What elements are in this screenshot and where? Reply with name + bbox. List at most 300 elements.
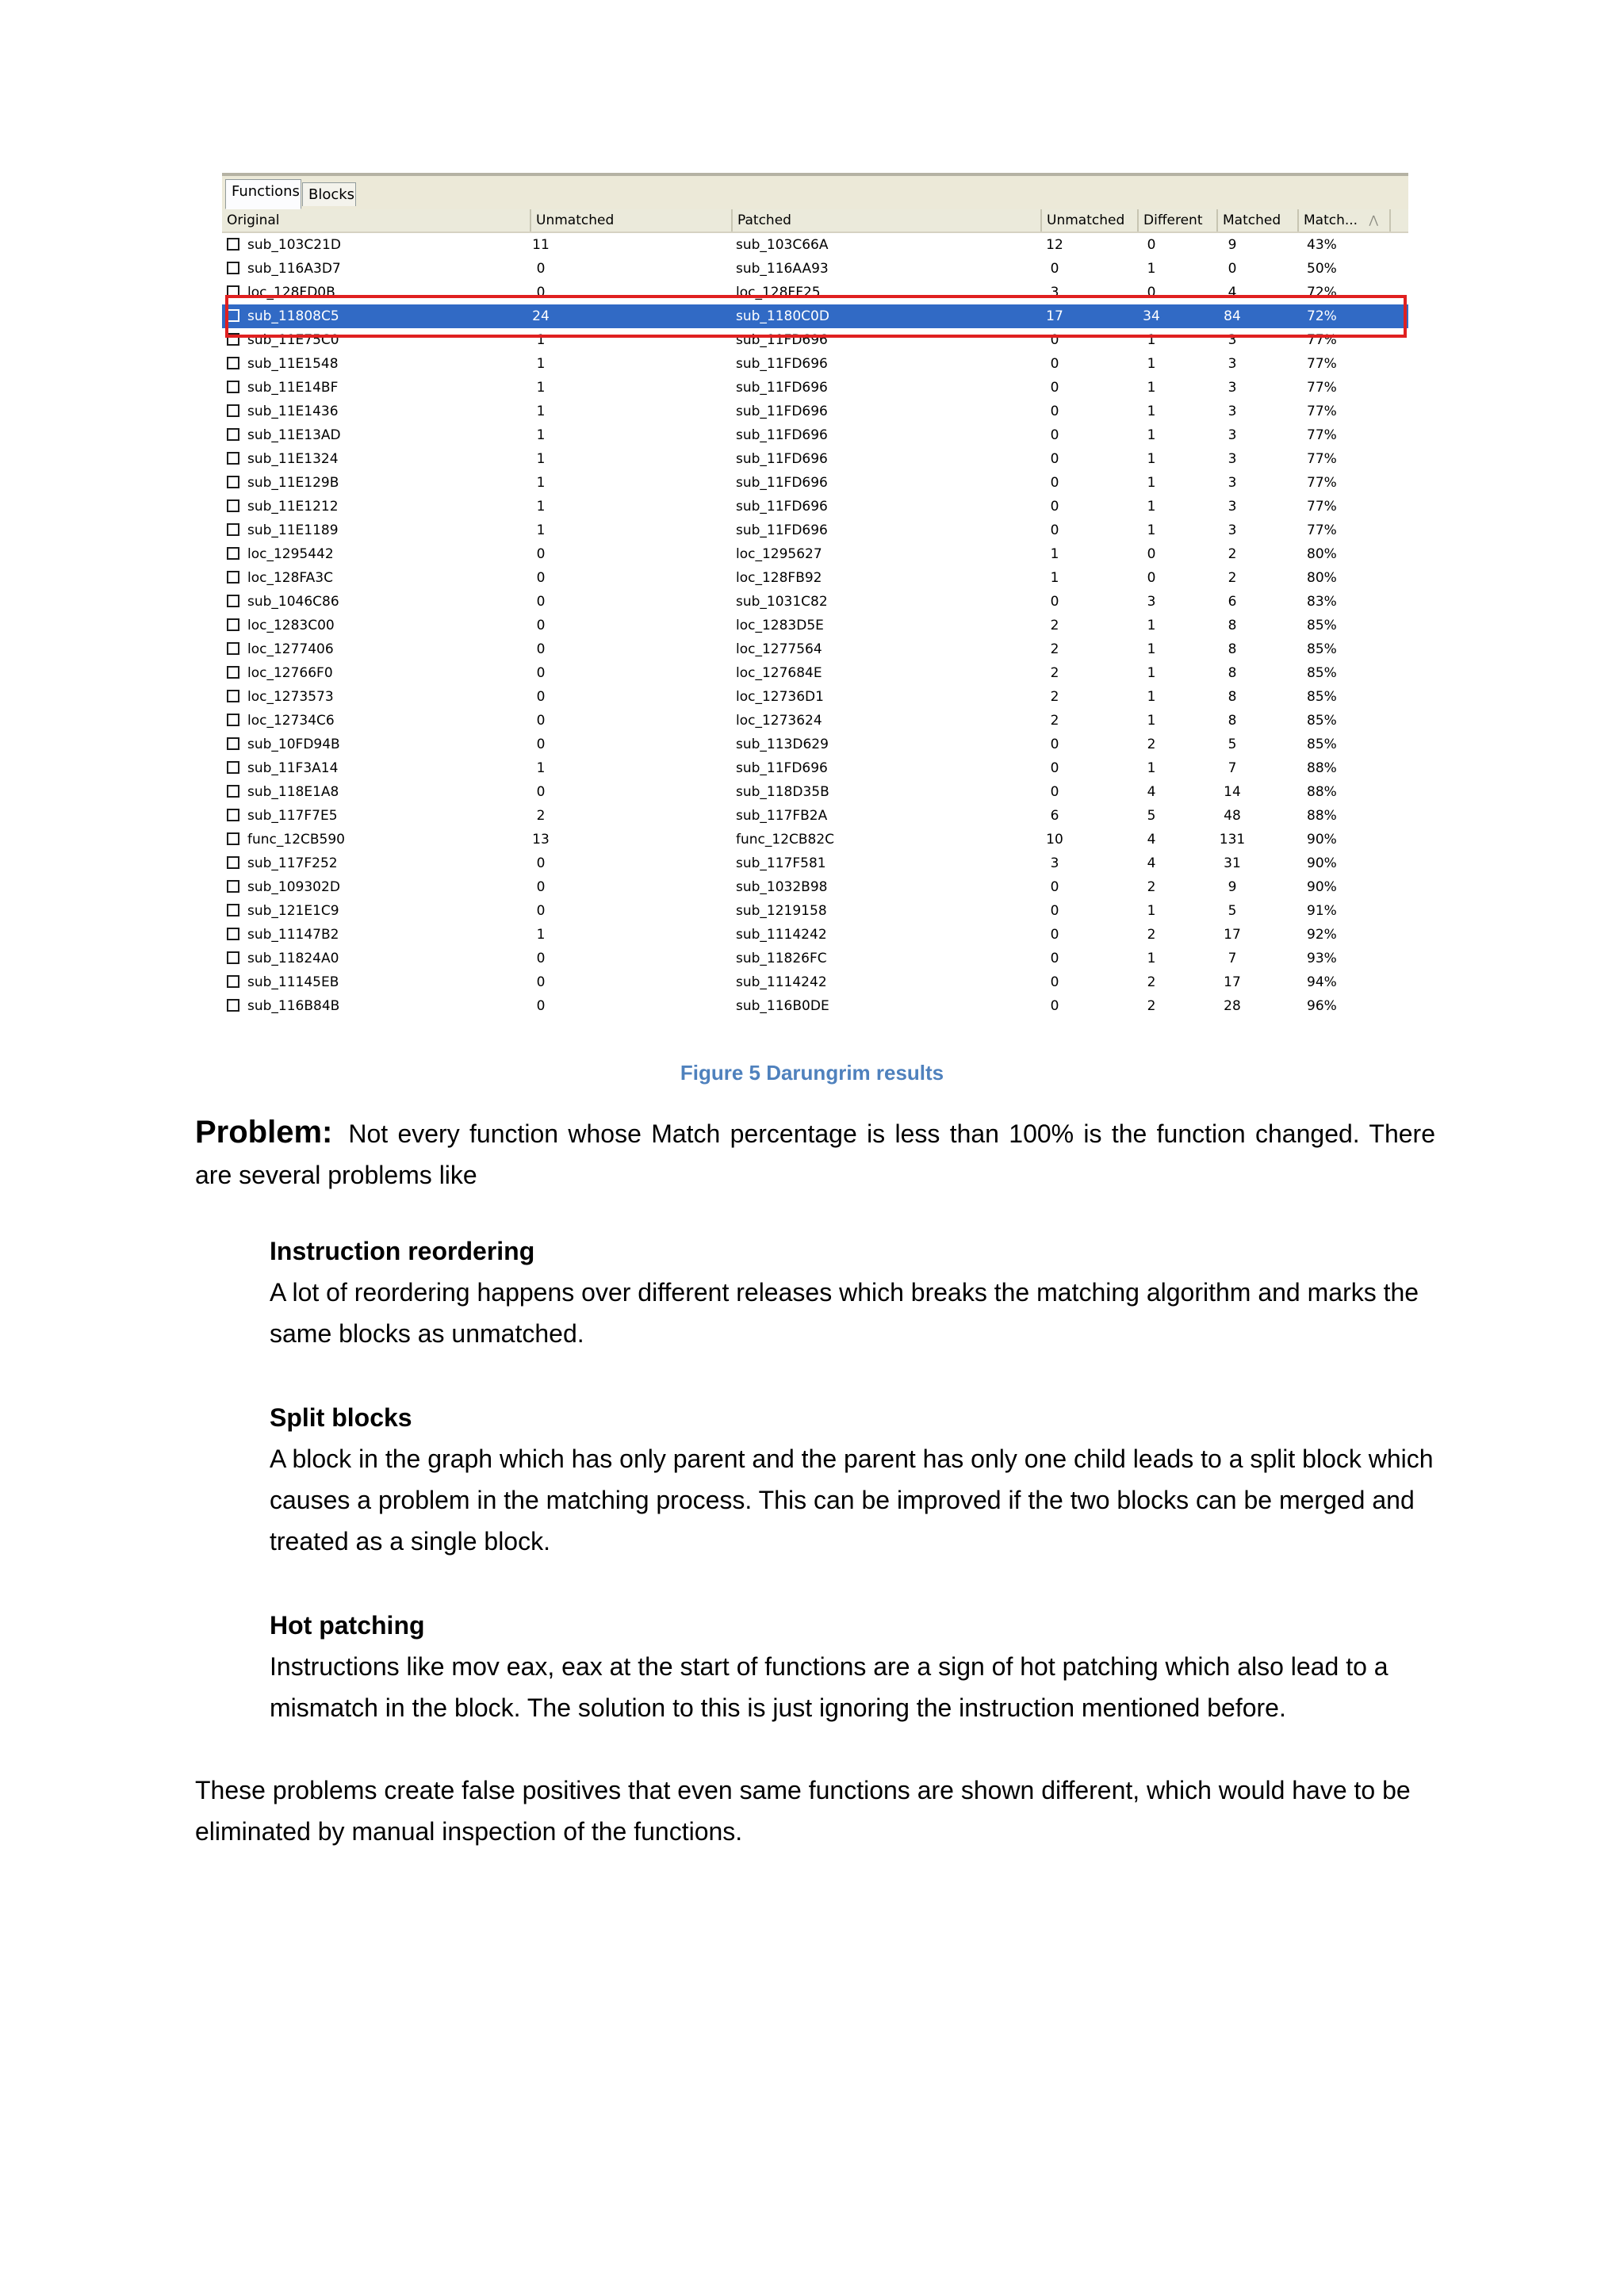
cell-original: sub_11E1212 — [247, 499, 339, 515]
section-body: A lot of reordering happens over different releases which breaks the matching algorithm and marks the same blocks as unmatched. — [270, 1278, 1419, 1348]
problem-paragraph — [195, 1112, 1435, 1196]
cell-unmatched-patched: 2 — [1050, 689, 1059, 705]
cell-unmatched-patched: 0 — [1050, 261, 1059, 277]
table-row[interactable] — [222, 471, 1408, 495]
table-row[interactable] — [222, 304, 1408, 328]
row-checkbox[interactable] — [227, 381, 239, 393]
cell-unmatched-original: 1 — [536, 356, 546, 372]
tab-functions[interactable]: Functions — [225, 179, 301, 209]
cell-patched: sub_11FD696 — [736, 522, 828, 538]
cell-matched: 14 — [1224, 784, 1241, 800]
cell-matched: 3 — [1228, 404, 1237, 419]
tab-bar — [222, 176, 1408, 210]
cell-matched: 3 — [1228, 380, 1237, 396]
row-checkbox[interactable] — [227, 357, 239, 369]
table-row[interactable] — [222, 400, 1408, 423]
cell-unmatched-patched: 0 — [1050, 404, 1059, 419]
cell-original: sub_11808C5 — [247, 308, 339, 324]
cell-match-percent: 85% — [1307, 689, 1337, 705]
cell-match-percent: 77% — [1307, 451, 1337, 467]
row-checkbox[interactable] — [227, 975, 239, 988]
cell-match-percent: 85% — [1307, 665, 1337, 681]
cell-patched: sub_1219158 — [736, 903, 827, 919]
cell-unmatched-original: 1 — [536, 404, 546, 419]
row-checkbox[interactable] — [227, 928, 239, 940]
cell-patched: sub_117F581 — [736, 855, 826, 871]
table-row[interactable] — [222, 376, 1408, 400]
table-row[interactable] — [222, 661, 1408, 685]
cell-unmatched-patched: 0 — [1050, 951, 1059, 966]
cell-matched: 3 — [1228, 332, 1237, 348]
cell-different: 1 — [1147, 522, 1156, 538]
row-checkbox[interactable] — [227, 571, 239, 584]
table-row[interactable] — [222, 828, 1408, 851]
cell-original: sub_11E1324 — [247, 451, 339, 467]
cell-unmatched-original: 1 — [536, 380, 546, 396]
cell-match-percent: 94% — [1307, 974, 1337, 990]
cell-different: 1 — [1147, 689, 1156, 705]
cell-unmatched-patched: 0 — [1050, 380, 1059, 396]
cell-unmatched-original: 0 — [536, 855, 546, 871]
cell-unmatched-patched: 0 — [1050, 760, 1059, 776]
section-instruction-reordering — [270, 1230, 1435, 1354]
cell-match-percent: 92% — [1307, 927, 1337, 943]
cell-different: 0 — [1147, 285, 1156, 300]
table-row[interactable] — [222, 851, 1408, 875]
cell-match-percent: 77% — [1307, 427, 1337, 443]
cell-original: loc_1295442 — [247, 546, 334, 562]
cell-patched: sub_11826FC — [736, 951, 827, 966]
table-row[interactable] — [222, 423, 1408, 447]
table-row[interactable] — [222, 519, 1408, 542]
problem-label: Problem: — [195, 1115, 333, 1150]
tab-blocks[interactable]: Blocks — [302, 182, 356, 206]
cell-patched: sub_113D629 — [736, 737, 829, 752]
cell-patched: sub_1032B98 — [736, 879, 828, 895]
cell-unmatched-patched: 0 — [1050, 332, 1059, 348]
cell-patched: sub_11FD696 — [736, 760, 828, 776]
cell-unmatched-original: 0 — [536, 998, 546, 1014]
cell-matched: 7 — [1228, 760, 1237, 776]
cell-original: sub_117F7E5 — [247, 808, 338, 824]
cell-patched: sub_116AA93 — [736, 261, 829, 277]
row-checkbox[interactable] — [227, 285, 239, 298]
cell-matched: 8 — [1228, 665, 1237, 681]
cell-original: loc_1283C00 — [247, 618, 335, 633]
cell-different: 5 — [1147, 808, 1156, 824]
cell-match-percent: 77% — [1307, 475, 1337, 491]
cell-unmatched-original: 0 — [536, 665, 546, 681]
cell-unmatched-patched: 2 — [1050, 618, 1059, 633]
section-title: Split blocks — [270, 1403, 412, 1432]
cell-matched: 48 — [1224, 808, 1241, 824]
column-header-unmatched-patched[interactable]: Unmatched — [1042, 209, 1139, 232]
cell-unmatched-original: 0 — [536, 713, 546, 729]
cell-original: sub_116A3D7 — [247, 261, 341, 277]
cell-different: 1 — [1147, 665, 1156, 681]
cell-unmatched-original: 1 — [536, 451, 546, 467]
cell-unmatched-patched: 3 — [1050, 855, 1059, 871]
column-header-original[interactable]: Original — [222, 209, 531, 232]
row-checkbox[interactable] — [227, 309, 239, 322]
row-checkbox[interactable] — [227, 523, 239, 536]
column-header-match-percent[interactable]: Match... ⋀ — [1299, 209, 1391, 232]
table-row[interactable] — [222, 257, 1408, 281]
cell-unmatched-original: 1 — [536, 475, 546, 491]
cell-patched: loc_12736D1 — [736, 689, 824, 705]
cell-match-percent: 85% — [1307, 641, 1337, 657]
table-row[interactable] — [222, 994, 1408, 1018]
cell-match-percent: 77% — [1307, 499, 1337, 515]
cell-matched: 8 — [1228, 689, 1237, 705]
cell-different: 1 — [1147, 475, 1156, 491]
cell-original: sub_11145EB — [247, 974, 339, 990]
cell-original: sub_118E1A8 — [247, 784, 339, 800]
cell-unmatched-patched: 2 — [1050, 641, 1059, 657]
cell-patched: sub_11FD696 — [736, 380, 828, 396]
cell-patched: loc_127684E — [736, 665, 822, 681]
cell-original: sub_11E13AD — [247, 427, 341, 443]
section-split-blocks — [270, 1397, 1435, 1562]
cell-original: sub_1046C86 — [247, 594, 339, 610]
cell-unmatched-original: 11 — [532, 237, 550, 253]
cell-different: 4 — [1147, 855, 1156, 871]
cell-different: 1 — [1147, 356, 1156, 372]
cell-unmatched-patched: 0 — [1050, 903, 1059, 919]
cell-original: loc_12734C6 — [247, 713, 335, 729]
cell-match-percent: 93% — [1307, 951, 1337, 966]
cell-matched: 2 — [1228, 570, 1237, 586]
cell-different: 2 — [1147, 998, 1156, 1014]
cell-unmatched-original: 0 — [536, 784, 546, 800]
cell-unmatched-patched: 2 — [1050, 665, 1059, 681]
cell-patched: sub_11FD696 — [736, 356, 828, 372]
cell-matched: 9 — [1228, 879, 1237, 895]
cell-unmatched-patched: 0 — [1050, 879, 1059, 895]
section-title: Instruction reordering — [270, 1237, 535, 1265]
cell-original: sub_11824A0 — [247, 951, 339, 966]
cell-unmatched-patched: 1 — [1050, 546, 1059, 562]
cell-match-percent: 90% — [1307, 855, 1337, 871]
cell-match-percent: 88% — [1307, 784, 1337, 800]
cell-unmatched-original: 0 — [536, 285, 546, 300]
cell-match-percent: 43% — [1307, 237, 1337, 253]
cell-different: 0 — [1147, 546, 1156, 562]
cell-matched: 3 — [1228, 356, 1237, 372]
cell-unmatched-original: 1 — [536, 499, 546, 515]
table-row[interactable] — [222, 780, 1408, 804]
row-checkbox[interactable] — [227, 761, 239, 774]
table-row[interactable] — [222, 970, 1408, 994]
row-checkbox[interactable] — [227, 262, 239, 274]
cell-unmatched-patched: 0 — [1050, 356, 1059, 372]
cell-different: 1 — [1147, 499, 1156, 515]
row-checkbox[interactable] — [227, 238, 239, 251]
row-checkbox[interactable] — [227, 333, 239, 346]
cell-original: sub_11F3A14 — [247, 760, 339, 776]
cell-matched: 3 — [1228, 451, 1237, 467]
column-header-matched[interactable]: Matched — [1218, 209, 1299, 232]
cell-different: 3 — [1147, 594, 1156, 610]
cell-matched: 131 — [1219, 832, 1246, 848]
table-row[interactable] — [222, 328, 1408, 352]
cell-unmatched-patched: 17 — [1046, 308, 1063, 324]
cell-different: 2 — [1147, 737, 1156, 752]
cell-unmatched-original: 1 — [536, 522, 546, 538]
cell-original: sub_11147B2 — [247, 927, 339, 943]
row-checkbox[interactable] — [227, 666, 239, 679]
cell-match-percent: 80% — [1307, 570, 1337, 586]
cell-different: 4 — [1147, 784, 1156, 800]
cell-unmatched-original: 0 — [536, 618, 546, 633]
cell-unmatched-patched: 0 — [1050, 927, 1059, 943]
cell-original: sub_10FD94B — [247, 737, 340, 752]
cell-different: 1 — [1147, 760, 1156, 776]
cell-matched: 5 — [1228, 903, 1237, 919]
table-row[interactable] — [222, 733, 1408, 756]
cell-matched: 3 — [1228, 499, 1237, 515]
cell-patched: sub_1114242 — [736, 927, 827, 943]
table-row[interactable] — [222, 352, 1408, 376]
cell-unmatched-patched: 10 — [1046, 832, 1063, 848]
table-row[interactable] — [222, 756, 1408, 780]
table-row[interactable] — [222, 233, 1408, 257]
cell-original: sub_103C21D — [247, 237, 341, 253]
cell-unmatched-patched: 0 — [1050, 998, 1059, 1014]
table-row[interactable] — [222, 542, 1408, 566]
table-row[interactable] — [222, 281, 1408, 304]
table-row[interactable] — [222, 566, 1408, 590]
row-checkbox[interactable] — [227, 856, 239, 869]
cell-match-percent: 72% — [1307, 285, 1337, 300]
cell-different: 1 — [1147, 951, 1156, 966]
cell-different: 2 — [1147, 974, 1156, 990]
cell-matched: 3 — [1228, 522, 1237, 538]
cell-original: loc_128FA3C — [247, 570, 333, 586]
column-header-unmatched-original[interactable]: Unmatched — [531, 209, 733, 232]
cell-patched: loc_1283D5E — [736, 618, 824, 633]
cell-patched: sub_11FD696 — [736, 475, 828, 491]
cell-unmatched-patched: 0 — [1050, 737, 1059, 752]
cell-matched: 31 — [1224, 855, 1241, 871]
cell-match-percent: 88% — [1307, 760, 1337, 776]
cell-patched: sub_1180C0D — [736, 308, 829, 324]
row-checkbox[interactable] — [227, 452, 239, 465]
table-row[interactable] — [222, 947, 1408, 970]
cell-original: sub_11E1436 — [247, 404, 339, 419]
cell-original: loc_12766F0 — [247, 665, 333, 681]
cell-unmatched-original: 1 — [536, 427, 546, 443]
sort-ascending-icon: ⋀ — [1369, 214, 1378, 227]
cell-original: loc_1273573 — [247, 689, 334, 705]
cell-unmatched-patched: 0 — [1050, 499, 1059, 515]
row-checkbox[interactable] — [227, 999, 239, 1012]
cell-different: 1 — [1147, 332, 1156, 348]
row-checkbox[interactable] — [227, 809, 239, 821]
row-checkbox[interactable] — [227, 737, 239, 750]
cell-different: 0 — [1147, 237, 1156, 253]
table-row[interactable] — [222, 685, 1408, 709]
cell-unmatched-patched: 0 — [1050, 974, 1059, 990]
row-checkbox[interactable] — [227, 595, 239, 607]
table-row[interactable] — [222, 637, 1408, 661]
cell-matched: 9 — [1228, 237, 1237, 253]
cell-match-percent: 77% — [1307, 356, 1337, 372]
cell-different: 1 — [1147, 261, 1156, 277]
cell-unmatched-patched: 6 — [1050, 808, 1059, 824]
cell-matched: 8 — [1228, 713, 1237, 729]
cell-unmatched-patched: 0 — [1050, 784, 1059, 800]
row-checkbox[interactable] — [227, 428, 239, 441]
cell-match-percent: 72% — [1307, 308, 1337, 324]
cell-patched: sub_11FD696 — [736, 404, 828, 419]
cell-unmatched-original: 0 — [536, 570, 546, 586]
section-title: Hot patching — [270, 1611, 425, 1640]
cell-matched: 8 — [1228, 618, 1237, 633]
cell-match-percent: 85% — [1307, 737, 1337, 752]
cell-original: sub_121E1C9 — [247, 903, 339, 919]
cell-matched: 8 — [1228, 641, 1237, 657]
table-row[interactable] — [222, 899, 1408, 923]
table-row[interactable] — [222, 923, 1408, 947]
cell-original: sub_11E1548 — [247, 356, 339, 372]
cell-unmatched-original: 0 — [536, 974, 546, 990]
cell-match-percent: 85% — [1307, 618, 1337, 633]
cell-matched: 17 — [1224, 927, 1241, 943]
conclusion-paragraph: These problems create false positives that even same functions are shown different, which would have to be eliminated by manual inspection of the functions. — [195, 1776, 1411, 1846]
row-checkbox[interactable] — [227, 951, 239, 964]
cell-original: sub_116B84B — [247, 998, 340, 1014]
cell-original: sub_109302D — [247, 879, 340, 895]
cell-match-percent: 90% — [1307, 879, 1337, 895]
row-checkbox[interactable] — [227, 618, 239, 631]
cell-unmatched-original: 0 — [536, 737, 546, 752]
cell-unmatched-patched: 0 — [1050, 594, 1059, 610]
cell-different: 1 — [1147, 380, 1156, 396]
table-header — [222, 209, 1408, 233]
table-row[interactable] — [222, 447, 1408, 471]
cell-original: sub_11E129B — [247, 475, 339, 491]
cell-different: 2 — [1147, 927, 1156, 943]
cell-different: 2 — [1147, 879, 1156, 895]
cell-original: loc_1277406 — [247, 641, 334, 657]
cell-patched: sub_118D35B — [736, 784, 829, 800]
cell-matched: 3 — [1228, 427, 1237, 443]
row-checkbox[interactable] — [227, 904, 239, 916]
cell-different: 1 — [1147, 404, 1156, 419]
cell-different: 4 — [1147, 832, 1156, 848]
column-header-patched[interactable]: Patched — [733, 209, 1042, 232]
cell-match-percent: 77% — [1307, 332, 1337, 348]
row-checkbox[interactable] — [227, 785, 239, 798]
cell-different: 0 — [1147, 570, 1156, 586]
cell-matched: 2 — [1228, 546, 1237, 562]
cell-unmatched-patched: 3 — [1050, 285, 1059, 300]
cell-patched: sub_11FD696 — [736, 427, 828, 443]
table-row[interactable] — [222, 495, 1408, 519]
cell-unmatched-original: 1 — [536, 760, 546, 776]
table-row[interactable] — [222, 804, 1408, 828]
cell-unmatched-original: 0 — [536, 879, 546, 895]
cell-match-percent: 50% — [1307, 261, 1337, 277]
cell-unmatched-patched: 0 — [1050, 427, 1059, 443]
cell-patched: sub_116B0DE — [736, 998, 829, 1014]
row-checkbox[interactable] — [227, 880, 239, 893]
row-checkbox[interactable] — [227, 690, 239, 702]
cell-match-percent: 88% — [1307, 808, 1337, 824]
cell-unmatched-original: 2 — [536, 808, 546, 824]
cell-match-percent: 85% — [1307, 713, 1337, 729]
row-checkbox[interactable] — [227, 499, 239, 512]
cell-match-percent: 77% — [1307, 380, 1337, 396]
table-row[interactable] — [222, 614, 1408, 637]
cell-patched: sub_11FD696 — [736, 451, 828, 467]
cell-patched: sub_11FD696 — [736, 332, 828, 348]
cell-matched: 3 — [1228, 475, 1237, 491]
cell-match-percent: 91% — [1307, 903, 1337, 919]
cell-matched: 7 — [1228, 951, 1237, 966]
table-row[interactable] — [222, 590, 1408, 614]
cell-matched: 6 — [1228, 594, 1237, 610]
row-checkbox[interactable] — [227, 642, 239, 655]
cell-different: 1 — [1147, 641, 1156, 657]
cell-match-percent: 77% — [1307, 522, 1337, 538]
cell-unmatched-original: 1 — [536, 927, 546, 943]
cell-original: sub_11E14BF — [247, 380, 339, 396]
cell-patched: loc_128FF25 — [736, 285, 821, 300]
cell-original: func_12CB590 — [247, 832, 345, 848]
cell-different: 1 — [1147, 427, 1156, 443]
column-header-different[interactable]: Different — [1139, 209, 1218, 232]
row-checkbox[interactable] — [227, 476, 239, 488]
table-row[interactable] — [222, 709, 1408, 733]
cell-original: sub_11E75C0 — [247, 332, 339, 348]
row-checkbox[interactable] — [227, 404, 239, 417]
cell-unmatched-patched: 12 — [1046, 237, 1063, 253]
cell-different: 1 — [1147, 713, 1156, 729]
cell-unmatched-original: 0 — [536, 594, 546, 610]
section-body: Instructions like mov eax, eax at the start of functions are a sign of hot patching which also lead to a mismatch in the block. The solution to this is just ignoring the instruction mentioned before. — [270, 1652, 1388, 1722]
table-row[interactable] — [222, 875, 1408, 899]
cell-unmatched-original: 0 — [536, 689, 546, 705]
problem-text: Not every function whose Match percentage is less than 100% is the function changed. There are several problems like — [195, 1119, 1435, 1189]
cell-patched: loc_128FB92 — [736, 570, 822, 586]
section-body: A block in the graph which has only parent and the parent has only one child leads to a split block which causes a problem in the matching process. This can be improved if the two blocks can be merged and treated as a single block. — [270, 1445, 1434, 1556]
figure-caption: Figure 5 Darungrim results — [680, 1061, 944, 1085]
cell-match-percent: 83% — [1307, 594, 1337, 610]
row-checkbox[interactable] — [227, 547, 239, 560]
cell-matched: 5 — [1228, 737, 1237, 752]
cell-unmatched-patched: 1 — [1050, 570, 1059, 586]
cell-original: sub_117F252 — [247, 855, 338, 871]
cell-unmatched-original: 0 — [536, 641, 546, 657]
cell-unmatched-original: 13 — [532, 832, 550, 848]
cell-patched: sub_11FD696 — [736, 499, 828, 515]
cell-unmatched-original: 1 — [536, 332, 546, 348]
cell-different: 34 — [1143, 308, 1160, 324]
row-checkbox[interactable] — [227, 714, 239, 726]
cell-matched: 17 — [1224, 974, 1241, 990]
cell-patched: loc_1295627 — [736, 546, 822, 562]
cell-patched: sub_1031C82 — [736, 594, 828, 610]
cell-patched: func_12CB82C — [736, 832, 835, 848]
cell-unmatched-original: 0 — [536, 261, 546, 277]
cell-patched: sub_103C66A — [736, 237, 829, 253]
cell-different: 1 — [1147, 451, 1156, 467]
cell-original: sub_11E1189 — [247, 522, 339, 538]
cell-match-percent: 80% — [1307, 546, 1337, 562]
row-checkbox[interactable] — [227, 832, 239, 845]
